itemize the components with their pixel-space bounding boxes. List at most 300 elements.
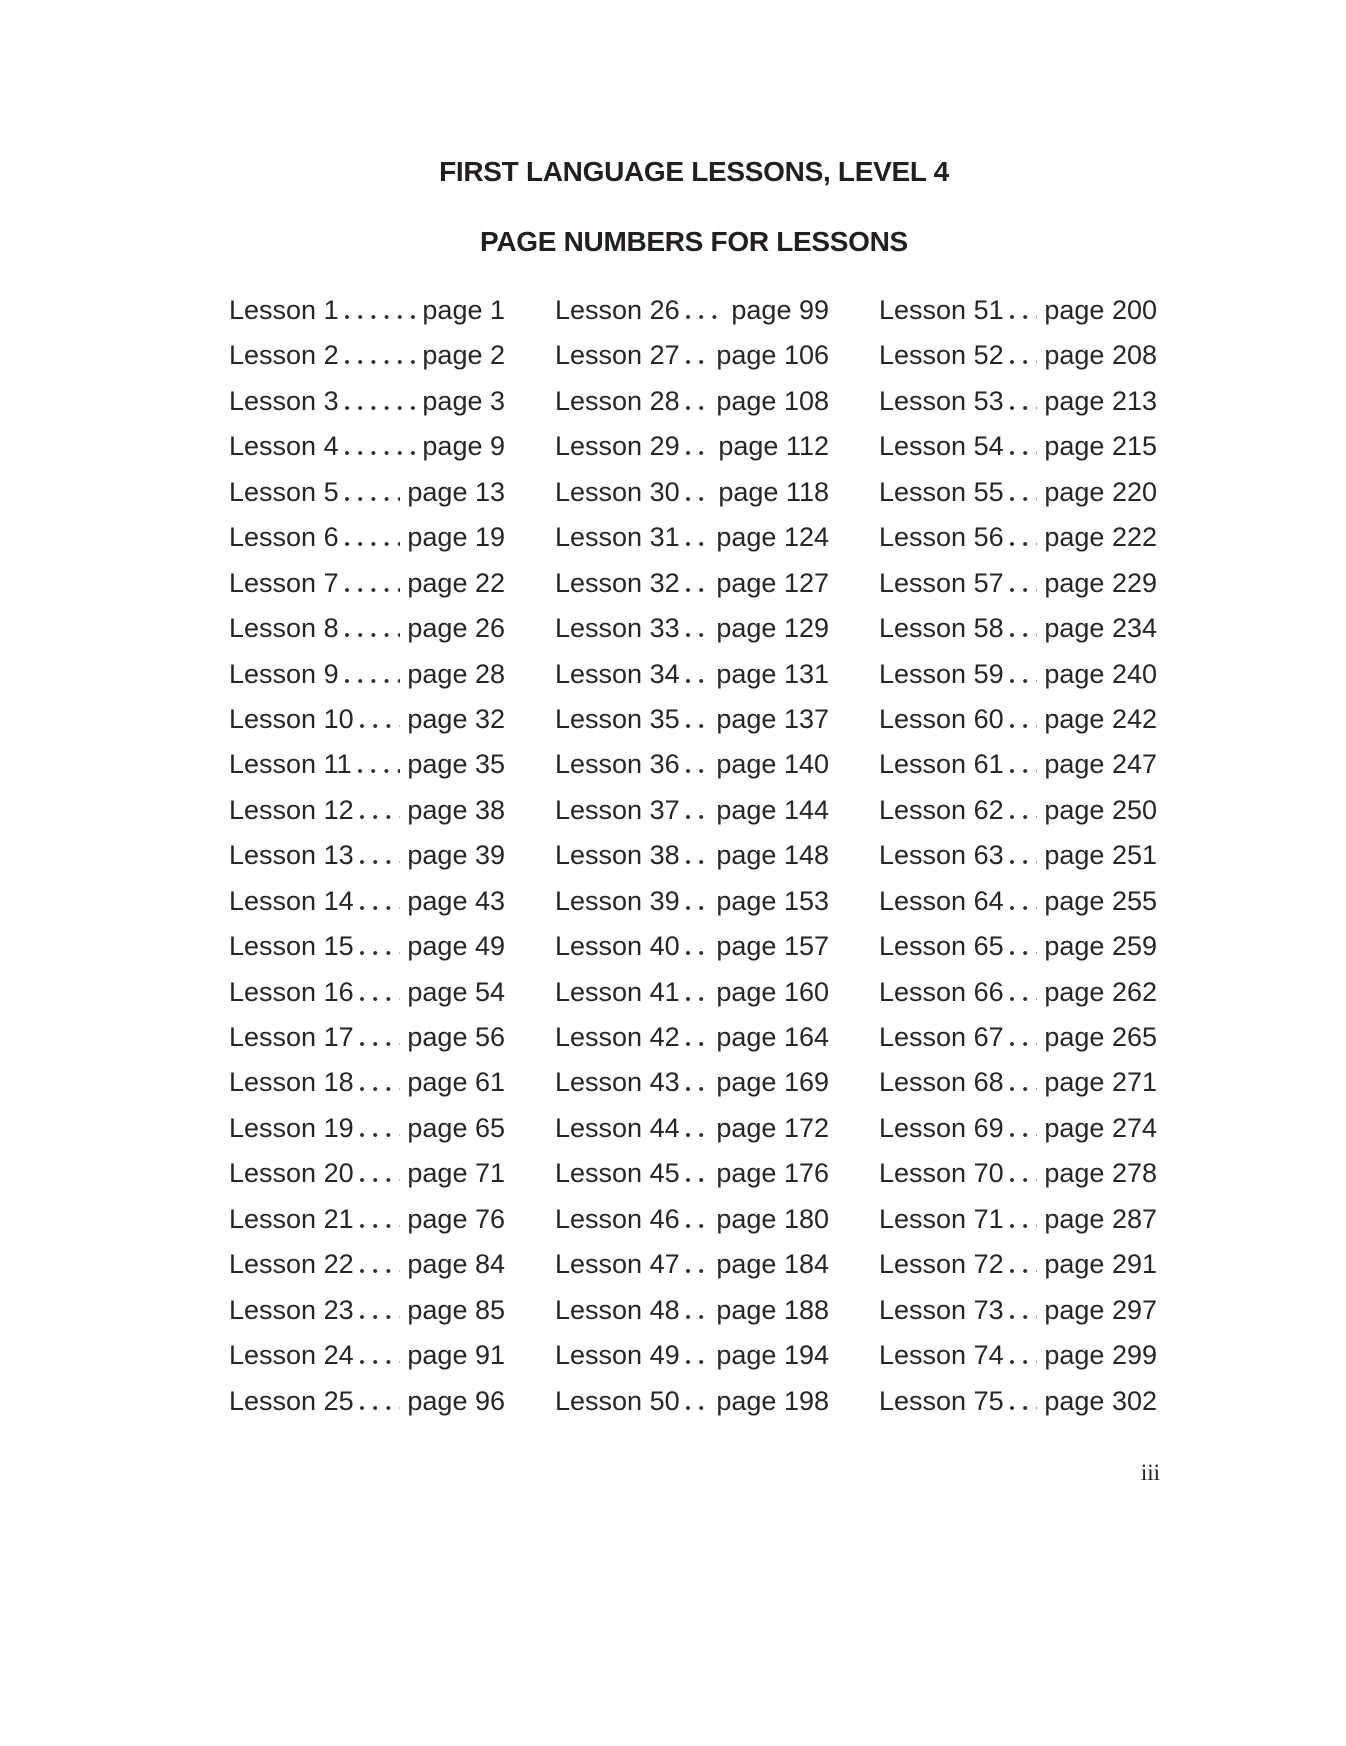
page-subtitle: PAGE NUMBERS FOR LESSONS: [480, 226, 908, 257]
page-label: page 1: [422, 295, 505, 325]
dot-leader: [1010, 1406, 1038, 1410]
toc-entry: [555, 1197, 829, 1242]
lesson-label: Lesson 72: [879, 1249, 1004, 1280]
page-label: page 38: [407, 794, 505, 825]
lesson-label: Lesson 3: [229, 385, 339, 416]
lesson-label: Lesson 65: [879, 931, 1004, 962]
page-label: page 222: [1044, 522, 1157, 553]
dot-leader: [358, 769, 401, 773]
page-label: page 287: [1044, 1203, 1157, 1234]
lesson-label: Lesson 35: [555, 703, 680, 734]
dot-leader: [1010, 997, 1038, 1001]
dot-leader: [1010, 497, 1038, 501]
dot-leader: [360, 997, 401, 1001]
lesson-label: Lesson 44: [555, 1112, 680, 1143]
lesson-label: Lesson 63: [879, 840, 1004, 871]
dot-leader: [686, 1315, 710, 1319]
lesson-label: Lesson 54: [879, 431, 1004, 462]
dot-leader: [345, 542, 401, 546]
dot-leader: [345, 360, 416, 364]
toc-entry: [879, 879, 1157, 924]
toc-entry: [229, 1197, 505, 1242]
dot-leader: [686, 1406, 710, 1410]
page-label: page 39: [407, 840, 505, 871]
page-label: page 242: [1044, 703, 1157, 734]
toc-entry: [229, 1106, 505, 1151]
toc-entry: [555, 515, 829, 560]
toc-entry: [229, 833, 505, 878]
toc-entry: [229, 288, 505, 333]
lesson-label: Lesson 7: [229, 567, 339, 598]
dot-leader: [1010, 815, 1038, 819]
toc-entry: [555, 1242, 829, 1287]
page-label: page 215: [1044, 431, 1157, 462]
dot-leader: [360, 951, 401, 955]
dot-leader: [1010, 315, 1038, 319]
lesson-label: Lesson 68: [879, 1067, 1004, 1098]
page-label: page 302: [1044, 1385, 1157, 1416]
dot-leader: [1010, 406, 1038, 410]
dot-leader: [1010, 769, 1038, 773]
lesson-label: Lesson 26: [555, 295, 680, 325]
lesson-label: Lesson 25: [229, 1385, 354, 1416]
page-label: page 234: [1044, 613, 1157, 644]
dot-leader: [360, 1224, 401, 1228]
dot-leader: [360, 724, 401, 728]
dot-leader: [345, 497, 401, 501]
page-label: page 297: [1044, 1294, 1157, 1325]
page-label: page 229: [1044, 567, 1157, 598]
dot-leader: [686, 588, 710, 592]
page-label: page 278: [1044, 1158, 1157, 1189]
dot-leader: [686, 497, 712, 501]
toc-entry: [555, 606, 829, 651]
lesson-label: Lesson 61: [879, 749, 1004, 780]
lesson-label: Lesson 34: [555, 658, 680, 689]
lesson-label: Lesson 13: [229, 840, 354, 871]
toc-entry: [879, 1060, 1157, 1105]
page-label: page 176: [716, 1158, 829, 1189]
page-label: page 28: [407, 658, 505, 689]
dot-leader: [345, 406, 416, 410]
dot-leader: [686, 1087, 710, 1091]
dot-leader: [360, 1087, 401, 1091]
lesson-label: Lesson 50: [555, 1385, 680, 1416]
lesson-label: Lesson 53: [879, 385, 1004, 416]
toc-entry: [879, 515, 1157, 560]
toc-entry: [229, 1060, 505, 1105]
dot-leader: [360, 1042, 401, 1046]
dot-leader: [686, 1360, 710, 1364]
dot-leader: [1010, 360, 1038, 364]
page-label: page 76: [407, 1203, 505, 1234]
toc-entry: [229, 606, 505, 651]
page-label: page 108: [716, 385, 829, 416]
lesson-label: Lesson 16: [229, 976, 354, 1007]
lesson-label: Lesson 4: [229, 431, 339, 462]
page-label: page 188: [716, 1294, 829, 1325]
page-label: page 160: [716, 976, 829, 1007]
lesson-label: Lesson 18: [229, 1067, 354, 1098]
lesson-label: Lesson 57: [879, 567, 1004, 598]
toc-entry: [879, 1379, 1157, 1424]
page-label: page 251: [1044, 840, 1157, 871]
dot-leader: [686, 1178, 710, 1182]
page-label: page 157: [716, 931, 829, 962]
lesson-label: Lesson 60: [879, 703, 1004, 734]
dot-leader: [1010, 1269, 1038, 1273]
page-label: page 240: [1044, 658, 1157, 689]
toc-entry: [229, 424, 505, 469]
lesson-label: Lesson 5: [229, 476, 339, 507]
dot-leader: [1010, 588, 1038, 592]
page-label: page 26: [407, 613, 505, 644]
dot-leader: [686, 542, 710, 546]
page-label: page 54: [407, 976, 505, 1007]
page-label: page 137: [716, 703, 829, 734]
toc-entry: [555, 424, 829, 469]
lesson-label: Lesson 21: [229, 1203, 354, 1234]
toc-entry: [879, 924, 1157, 969]
page-label: page 271: [1044, 1067, 1157, 1098]
lesson-label: Lesson 8: [229, 613, 339, 644]
page-label: page 56: [407, 1022, 505, 1052]
toc-entry: [555, 1015, 829, 1060]
lesson-label: Lesson 42: [555, 1022, 680, 1052]
dot-leader: [686, 815, 710, 819]
toc-entry: [555, 833, 829, 878]
page-label: page 198: [716, 1385, 829, 1416]
toc-entry: [879, 1015, 1157, 1060]
dot-leader: [1010, 451, 1038, 455]
toc-entry: [879, 379, 1157, 424]
page-label: page 172: [716, 1112, 829, 1143]
lesson-label: Lesson 31: [555, 522, 680, 553]
toc-entry: [229, 788, 505, 833]
lesson-label: Lesson 15: [229, 931, 354, 962]
toc-entry: [555, 1379, 829, 1424]
page-label: page 61: [407, 1067, 505, 1098]
page-label: page 124: [716, 522, 829, 553]
page-label: page 169: [716, 1067, 829, 1098]
lesson-label: Lesson 73: [879, 1294, 1004, 1325]
toc-entry: [555, 561, 829, 606]
dot-leader: [1010, 1315, 1038, 1319]
page-label: page 262: [1044, 976, 1157, 1007]
page-label: page 259: [1044, 931, 1157, 962]
dot-leader: [360, 1178, 401, 1182]
dot-leader: [1010, 860, 1038, 864]
page-label: page 91: [407, 1340, 505, 1371]
lesson-label: Lesson 67: [879, 1022, 1004, 1052]
page-label: page 127: [716, 567, 829, 598]
toc-entry: [879, 424, 1157, 469]
lesson-label: Lesson 58: [879, 613, 1004, 644]
dot-leader: [686, 1269, 710, 1273]
dot-leader: [360, 906, 401, 910]
page-label: page 144: [716, 794, 829, 825]
dot-leader: [360, 1269, 401, 1273]
dot-leader: [1010, 1178, 1038, 1182]
toc-entry: [229, 652, 505, 697]
toc-entry: [879, 1106, 1157, 1151]
lesson-label: Lesson 70: [879, 1158, 1004, 1189]
dot-leader: [1010, 542, 1038, 546]
page-label: page 299: [1044, 1340, 1157, 1371]
lesson-label: Lesson 12: [229, 794, 354, 825]
page-label: page 255: [1044, 885, 1157, 916]
lesson-label: Lesson 10: [229, 703, 354, 734]
toc-entry: [879, 742, 1157, 787]
toc-entry: [229, 1288, 505, 1333]
dot-leader: [360, 1133, 401, 1137]
page-label: page 106: [716, 340, 829, 371]
page-label: page 247: [1044, 749, 1157, 780]
page-label: page 22: [407, 567, 505, 598]
toc-entry: [229, 1333, 505, 1378]
dot-leader: [686, 951, 710, 955]
lesson-label: Lesson 1: [229, 295, 339, 325]
dot-leader: [360, 815, 401, 819]
lesson-label: Lesson 55: [879, 476, 1004, 507]
page-label: page 265: [1044, 1022, 1157, 1052]
dot-leader: [360, 1406, 401, 1410]
toc-entry: [229, 561, 505, 606]
lesson-label: Lesson 11: [229, 749, 352, 780]
page-label: page 208: [1044, 340, 1157, 371]
page-label: page 148: [716, 840, 829, 871]
page-label: page 43: [407, 885, 505, 916]
page-label: page 9: [422, 431, 505, 462]
dot-leader: [686, 1133, 710, 1137]
lesson-label: Lesson 41: [555, 976, 680, 1007]
lesson-label: Lesson 33: [555, 613, 680, 644]
page-label: page 118: [718, 476, 829, 507]
toc-entry: [879, 788, 1157, 833]
toc-entry: [555, 1151, 829, 1196]
dot-leader: [1010, 1360, 1038, 1364]
toc-entry: [229, 333, 505, 378]
dot-leader: [1010, 1133, 1038, 1137]
page-label: page 32: [407, 703, 505, 734]
lesson-label: Lesson 43: [555, 1067, 680, 1098]
toc-entry: [229, 1151, 505, 1196]
toc-entry: [879, 652, 1157, 697]
lesson-label: Lesson 20: [229, 1158, 354, 1189]
lesson-label: Lesson 17: [229, 1022, 354, 1052]
lesson-label: Lesson 9: [229, 658, 339, 689]
page-label: page 250: [1044, 794, 1157, 825]
page-label: page 129: [716, 613, 829, 644]
lesson-label: Lesson 36: [555, 749, 680, 780]
toc-entry: [879, 1288, 1157, 1333]
dot-leader: [1010, 1224, 1038, 1228]
lesson-label: Lesson 62: [879, 794, 1004, 825]
dot-leader: [360, 1315, 401, 1319]
toc-entry: [879, 833, 1157, 878]
dot-leader: [1010, 679, 1038, 683]
page-label: page 213: [1044, 385, 1157, 416]
page-label: page 140: [716, 749, 829, 780]
dot-leader: [1010, 633, 1038, 637]
toc-entry: [229, 697, 505, 742]
dot-leader: [1010, 906, 1038, 910]
lesson-label: Lesson 46: [555, 1203, 680, 1234]
toc-entry: [229, 470, 505, 515]
page-label: page 19: [407, 522, 505, 553]
dot-leader: [686, 906, 710, 910]
page-label: page 274: [1044, 1112, 1157, 1143]
page-label: page 65: [407, 1112, 505, 1143]
dot-leader: [345, 679, 401, 683]
page-label: page 153: [716, 885, 829, 916]
dot-leader: [686, 1042, 710, 1046]
dot-leader: [686, 860, 710, 864]
lesson-label: Lesson 47: [555, 1249, 680, 1280]
lesson-label: Lesson 29: [555, 431, 680, 462]
dot-leader: [686, 997, 710, 1001]
toc-entry: [555, 288, 829, 333]
page-label: page 131: [716, 658, 829, 689]
dot-leader: [345, 633, 401, 637]
dot-leader: [360, 860, 401, 864]
toc-entry: [879, 1333, 1157, 1378]
toc-entry: [229, 742, 505, 787]
page-title: FIRST LANGUAGE LESSONS, LEVEL 4: [439, 156, 949, 187]
page-label: page 35: [407, 749, 505, 780]
dot-leader: [686, 769, 710, 773]
page-label: page 220: [1044, 476, 1157, 507]
dot-leader: [360, 1360, 401, 1364]
page-label: page 84: [407, 1249, 505, 1280]
toc-entry: [229, 1242, 505, 1287]
dot-leader: [345, 315, 416, 319]
toc-entry: [229, 1015, 505, 1060]
dot-leader: [686, 315, 725, 319]
toc-entry: [555, 652, 829, 697]
lesson-label: Lesson 22: [229, 1249, 354, 1280]
toc-entry: [555, 879, 829, 924]
toc-entry: [879, 470, 1157, 515]
lesson-label: Lesson 69: [879, 1112, 1004, 1143]
lesson-label: Lesson 32: [555, 567, 680, 598]
lesson-label: Lesson 6: [229, 522, 339, 553]
lesson-label: Lesson 38: [555, 840, 680, 871]
page-label: page 49: [407, 931, 505, 962]
toc-entry: [879, 561, 1157, 606]
lesson-label: Lesson 74: [879, 1340, 1004, 1371]
lesson-label: Lesson 40: [555, 931, 680, 962]
page-label: page 96: [407, 1385, 505, 1416]
toc-entry: [555, 1106, 829, 1151]
page-label: page 85: [407, 1294, 505, 1325]
dot-leader: [686, 1224, 710, 1228]
toc-entry: [555, 970, 829, 1015]
page-label: page 180: [716, 1203, 829, 1234]
page-label: page 184: [716, 1249, 829, 1280]
lesson-label: Lesson 75: [879, 1385, 1004, 1416]
lesson-label: Lesson 24: [229, 1340, 354, 1371]
lesson-label: Lesson 37: [555, 794, 680, 825]
toc-entry: [229, 1379, 505, 1424]
dot-leader: [345, 451, 416, 455]
lessons-toc: [229, 288, 1159, 1424]
toc-entry: [555, 742, 829, 787]
dot-leader: [686, 406, 710, 410]
dot-leader: [686, 360, 710, 364]
lesson-label: Lesson 71: [879, 1203, 1004, 1234]
page-label: page 3: [422, 385, 505, 416]
page-label: page 194: [716, 1340, 829, 1371]
page-label: page 200: [1044, 295, 1157, 325]
dot-leader: [1010, 1087, 1038, 1091]
toc-entry: [555, 788, 829, 833]
lesson-label: Lesson 49: [555, 1340, 680, 1371]
lesson-label: Lesson 23: [229, 1294, 354, 1325]
lesson-label: Lesson 14: [229, 885, 354, 916]
toc-entry: [229, 379, 505, 424]
toc-entry: [879, 333, 1157, 378]
toc-entry: [879, 1197, 1157, 1242]
lesson-label: Lesson 27: [555, 340, 680, 371]
toc-entry: [879, 1151, 1157, 1196]
lesson-label: Lesson 59: [879, 658, 1004, 689]
page-label: page 2: [422, 340, 505, 371]
lesson-label: Lesson 66: [879, 976, 1004, 1007]
dot-leader: [345, 588, 401, 592]
toc-entry: [229, 970, 505, 1015]
toc-entry: [229, 879, 505, 924]
toc-entry: [555, 924, 829, 969]
dot-leader: [1010, 1042, 1038, 1046]
lesson-label: Lesson 39: [555, 885, 680, 916]
page-label: page 112: [718, 431, 829, 462]
page-label: page 13: [407, 476, 505, 507]
toc-entry: [555, 379, 829, 424]
toc-entry: [555, 1333, 829, 1378]
folio-page-number: iii: [1140, 1460, 1160, 1485]
toc-entry: [229, 924, 505, 969]
dot-leader: [686, 633, 710, 637]
dot-leader: [1010, 951, 1038, 955]
lesson-label: Lesson 48: [555, 1294, 680, 1325]
lesson-label: Lesson 56: [879, 522, 1004, 553]
lesson-label: Lesson 52: [879, 340, 1004, 371]
dot-leader: [1010, 724, 1038, 728]
lesson-label: Lesson 45: [555, 1158, 680, 1189]
toc-entry: [879, 606, 1157, 651]
page-label: page 71: [407, 1158, 505, 1189]
dot-leader: [686, 451, 712, 455]
toc-entry: [555, 697, 829, 742]
dot-leader: [686, 724, 710, 728]
lesson-label: Lesson 64: [879, 885, 1004, 916]
toc-entry: [555, 470, 829, 515]
toc-entry: [879, 697, 1157, 742]
toc-entry: [879, 288, 1157, 333]
toc-entry: [555, 333, 829, 378]
page-label: page 291: [1044, 1249, 1157, 1280]
toc-entry: [229, 515, 505, 560]
lesson-label: Lesson 51: [879, 295, 1004, 325]
lesson-label: Lesson 28: [555, 385, 680, 416]
lesson-label: Lesson 19: [229, 1112, 354, 1143]
lesson-label: Lesson 2: [229, 340, 339, 371]
dot-leader: [686, 679, 710, 683]
toc-entry: [555, 1288, 829, 1333]
toc-entry: [555, 1060, 829, 1105]
toc-entry: [879, 1242, 1157, 1287]
